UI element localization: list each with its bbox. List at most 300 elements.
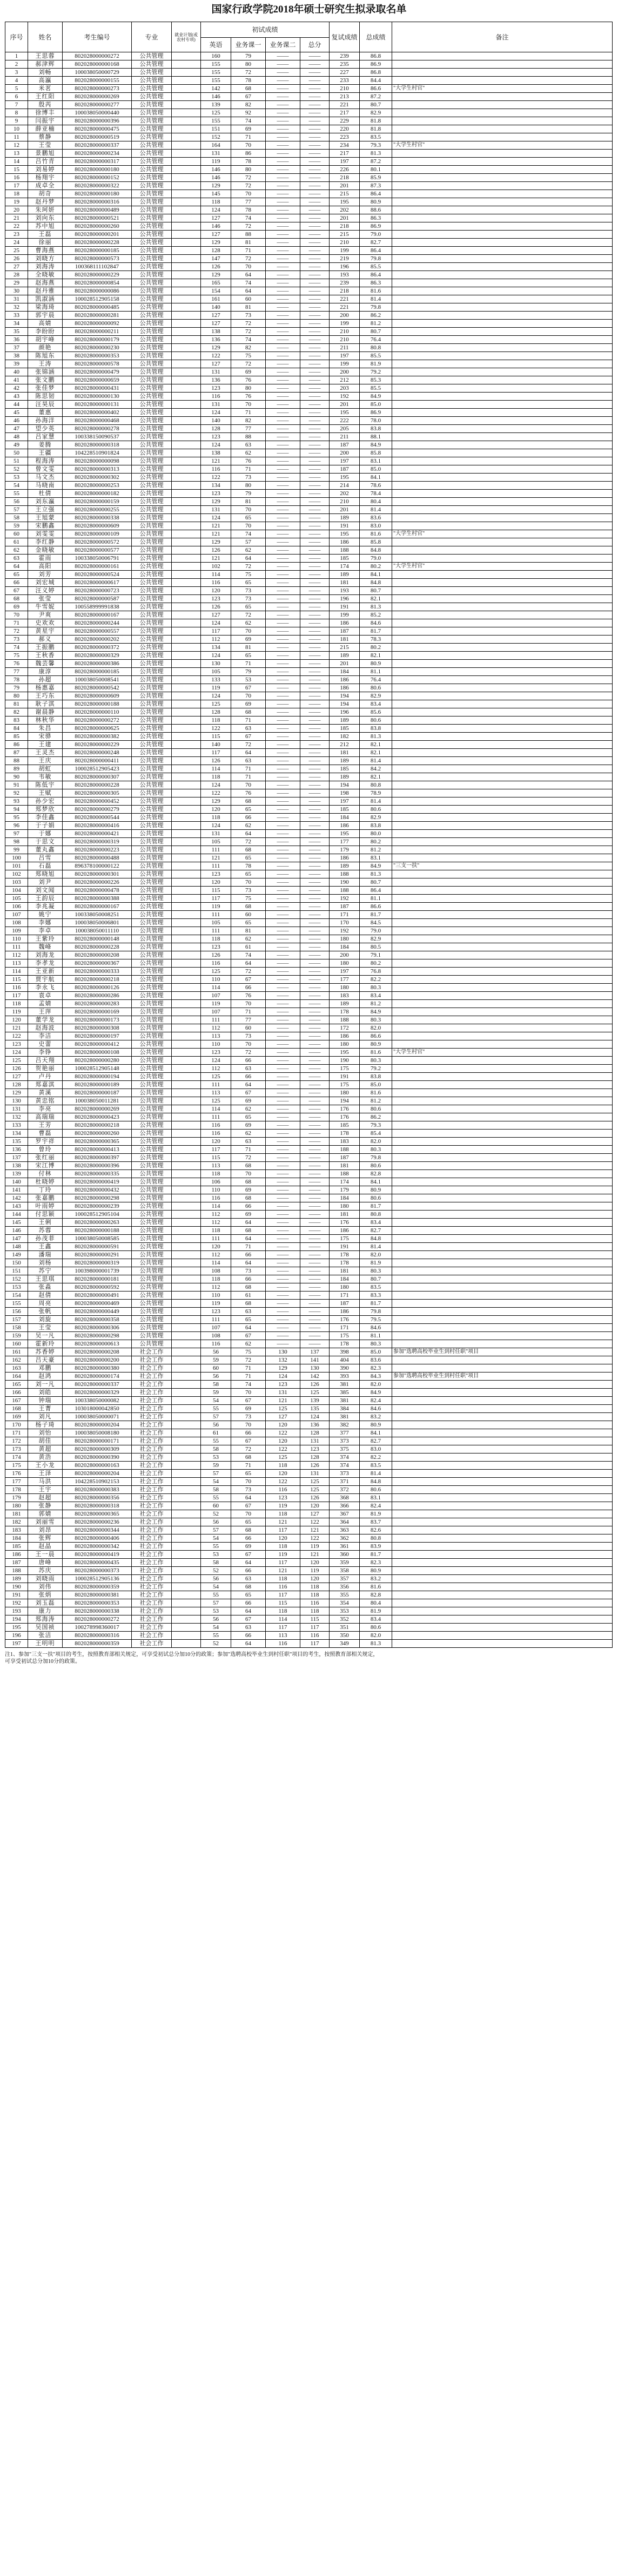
- table-row: [5, 757, 613, 765]
- cell-exam-no: 100028512905148: [63, 1065, 132, 1073]
- cell-course1: 74: [231, 1381, 266, 1389]
- cell-note: [392, 789, 613, 797]
- cell-retest: 382: [330, 1421, 360, 1429]
- cell-final: 80.8: [360, 781, 392, 789]
- cell-english: 116: [201, 393, 231, 401]
- cell-note: [392, 320, 613, 328]
- cell-plan: [172, 1032, 201, 1040]
- cell-exam-no: 802028000000542: [63, 684, 132, 692]
- cell-course2: 121: [266, 1567, 300, 1575]
- cell-seq: 191: [5, 1591, 28, 1599]
- cell-seq: 134: [5, 1130, 28, 1138]
- cell-seq: 32: [5, 303, 28, 312]
- cell-exam-no: 802028000000255: [63, 506, 132, 514]
- cell-total: 120: [300, 1502, 330, 1510]
- cell-major: 公共管理: [132, 1340, 172, 1348]
- cell-total: ——: [300, 303, 330, 312]
- cell-course2: ——: [266, 660, 300, 668]
- cell-major: 公共管理: [132, 117, 172, 125]
- cell-name: 宋江博: [28, 1162, 63, 1170]
- cell-exam-no: 100038050011110: [63, 927, 132, 935]
- cell-course1: 65: [231, 1591, 266, 1599]
- cell-exam-no: 802028000000318: [63, 1502, 132, 1510]
- cell-total: ——: [300, 911, 330, 919]
- cell-seq: 90: [5, 773, 28, 781]
- table-row: [5, 77, 613, 85]
- cell-note: [392, 668, 613, 676]
- cell-total: ——: [300, 174, 330, 182]
- cell-course1: 64: [231, 1607, 266, 1615]
- cell-course2: ——: [266, 943, 300, 951]
- cell-retest: 219: [330, 255, 360, 263]
- cell-total: ——: [300, 1186, 330, 1194]
- cell-name: 王宇: [28, 1486, 63, 1494]
- cell-final: 80.7: [360, 878, 392, 887]
- cell-final: 81.6: [360, 1583, 392, 1591]
- cell-final: 81.9: [360, 1510, 392, 1518]
- cell-english: 117: [201, 895, 231, 903]
- cell-course2: 118: [266, 1510, 300, 1518]
- cell-course1: 75: [231, 571, 266, 579]
- cell-note: [392, 1445, 613, 1453]
- cell-retest: 235: [330, 60, 360, 69]
- cell-english: 53: [201, 1453, 231, 1462]
- cell-final: 79.0: [360, 927, 392, 935]
- cell-course1: 74: [231, 279, 266, 287]
- table-row: [5, 1543, 613, 1551]
- cell-total: ——: [300, 117, 330, 125]
- cell-final: 86.6: [360, 1032, 392, 1040]
- cell-course1: 64: [231, 1259, 266, 1267]
- cell-exam-no: 802028000000306: [63, 1324, 132, 1332]
- cell-course1: 71: [231, 409, 266, 417]
- cell-plan: [172, 700, 201, 708]
- cell-exam-no: 100028512905423: [63, 765, 132, 773]
- cell-english: 155: [201, 117, 231, 125]
- cell-name: 刘杨: [28, 1259, 63, 1267]
- cell-plan: [172, 1599, 201, 1607]
- cell-major: 公共管理: [132, 133, 172, 141]
- cell-final: 82.4: [360, 1502, 392, 1510]
- cell-retest: 195: [330, 530, 360, 538]
- cell-retest: 193: [330, 587, 360, 595]
- cell-note: [392, 911, 613, 919]
- cell-final: 84.9: [360, 441, 392, 449]
- cell-plan: [172, 1308, 201, 1316]
- cell-course2: ——: [266, 603, 300, 611]
- cell-final: 83.4: [360, 992, 392, 1000]
- cell-exam-no: 802028000000286: [63, 992, 132, 1000]
- cell-name: 张辉: [28, 1534, 63, 1543]
- cell-total: ——: [300, 498, 330, 506]
- cell-plan: [172, 571, 201, 579]
- cell-plan: [172, 668, 201, 676]
- cell-final: 80.3: [360, 1057, 392, 1065]
- cell-total: ——: [300, 684, 330, 692]
- cell-retest: 189: [330, 1000, 360, 1008]
- cell-major: 公共管理: [132, 595, 172, 603]
- table-row: [5, 441, 613, 449]
- cell-exam-no: 802028000000298: [63, 1194, 132, 1202]
- cell-plan: [172, 1429, 201, 1437]
- cell-english: 129: [201, 271, 231, 279]
- cell-plan: [172, 716, 201, 725]
- cell-seq: 1: [5, 52, 28, 60]
- cell-exam-no: 802028000000329: [63, 652, 132, 660]
- cell-final: 83.8: [360, 1073, 392, 1081]
- cell-course2: ——: [266, 765, 300, 773]
- cell-major: 公共管理: [132, 1073, 172, 1081]
- cell-total: ——: [300, 976, 330, 984]
- table-row: [5, 773, 613, 781]
- cell-name: 高婧: [28, 320, 63, 328]
- header-major: 专业: [132, 22, 172, 52]
- cell-major: 公共管理: [132, 611, 172, 619]
- table-row: [5, 555, 613, 563]
- cell-major: 公共管理: [132, 69, 172, 77]
- cell-plan: [172, 579, 201, 587]
- cell-course2: ——: [266, 1032, 300, 1040]
- cell-exam-no: 802028000000200: [63, 1356, 132, 1364]
- cell-seq: 27: [5, 263, 28, 271]
- cell-note: [392, 198, 613, 206]
- cell-exam-no: 802028000000148: [63, 935, 132, 943]
- cell-course2: ——: [266, 684, 300, 692]
- cell-course2: ——: [266, 384, 300, 393]
- cell-plan: [172, 522, 201, 530]
- cell-note: [392, 1121, 613, 1130]
- cell-plan: [172, 830, 201, 838]
- cell-total: ——: [300, 773, 330, 781]
- cell-exam-no: 802028000000305: [63, 789, 132, 797]
- cell-note: [392, 1526, 613, 1534]
- cell-exam-no: 802028000000244: [63, 619, 132, 627]
- cell-exam-no: 802028000000269: [63, 1105, 132, 1113]
- cell-course1: 71: [231, 465, 266, 474]
- cell-course2: ——: [266, 1121, 300, 1130]
- cell-major: 公共管理: [132, 684, 172, 692]
- cell-course2: 124: [266, 1372, 300, 1381]
- cell-exam-no: 100368111102847: [63, 263, 132, 271]
- cell-course2: ——: [266, 1081, 300, 1089]
- table-row: [5, 652, 613, 660]
- cell-english: 123: [201, 1049, 231, 1057]
- cell-plan: [172, 1534, 201, 1543]
- cell-seq: 97: [5, 830, 28, 838]
- cell-total: ——: [300, 854, 330, 862]
- cell-course1: 64: [231, 749, 266, 757]
- cell-course2: ——: [266, 1283, 300, 1292]
- cell-plan: [172, 919, 201, 927]
- cell-course1: 79: [231, 490, 266, 498]
- cell-major: 公共管理: [132, 968, 172, 976]
- cell-course1: 60: [231, 1024, 266, 1032]
- cell-course2: ——: [266, 263, 300, 271]
- cell-major: 公共管理: [132, 563, 172, 571]
- cell-note: [392, 1300, 613, 1308]
- cell-course2: ——: [266, 797, 300, 806]
- cell-seq: 75: [5, 652, 28, 660]
- cell-note: [392, 700, 613, 708]
- cell-name: 刘畅: [28, 69, 63, 77]
- cell-exam-no: 100038050011281: [63, 1097, 132, 1105]
- cell-course1: 69: [231, 635, 266, 644]
- cell-course2: ——: [266, 336, 300, 344]
- cell-total: ——: [300, 1308, 330, 1316]
- cell-total: 125: [300, 1486, 330, 1494]
- table-row: [5, 109, 613, 117]
- cell-retest: 221: [330, 101, 360, 109]
- cell-plan: [172, 1040, 201, 1049]
- cell-note: [392, 1502, 613, 1510]
- cell-course1: 82: [231, 417, 266, 425]
- cell-course2: ——: [266, 1097, 300, 1105]
- cell-major: 公共管理: [132, 336, 172, 344]
- table-row: [5, 741, 613, 749]
- cell-plan: [172, 295, 201, 303]
- cell-name: 宋鹏鑫: [28, 522, 63, 530]
- cell-retest: 195: [330, 1049, 360, 1057]
- cell-english: 128: [201, 425, 231, 433]
- cell-course1: 66: [231, 984, 266, 992]
- cell-seq: 108: [5, 919, 28, 927]
- cell-exam-no: 802028000000283: [63, 1000, 132, 1008]
- cell-total: 120: [300, 1559, 330, 1567]
- table-row: [5, 1154, 613, 1162]
- cell-english: 126: [201, 603, 231, 611]
- cell-seq: 38: [5, 352, 28, 360]
- cell-retest: 186: [330, 538, 360, 546]
- cell-english: 112: [201, 1211, 231, 1219]
- cell-plan: [172, 1356, 201, 1364]
- cell-exam-no: 802028000000386: [63, 660, 132, 668]
- cell-course1: 68: [231, 1583, 266, 1591]
- cell-major: 公共管理: [132, 93, 172, 101]
- cell-final: 84.9: [360, 1008, 392, 1016]
- cell-retest: 384: [330, 1405, 360, 1413]
- cell-exam-no: 802028000000171: [63, 1437, 132, 1445]
- cell-plan: [172, 384, 201, 393]
- cell-name: 孙海洋: [28, 417, 63, 425]
- cell-total: ——: [300, 474, 330, 482]
- cell-plan: [172, 1372, 201, 1381]
- table-row: [5, 1032, 613, 1040]
- cell-major: 公共管理: [132, 1194, 172, 1202]
- table-row: [5, 60, 613, 69]
- cell-english: 59: [201, 1462, 231, 1470]
- cell-plan: [172, 546, 201, 555]
- cell-note: [392, 676, 613, 684]
- cell-course2: ——: [266, 1154, 300, 1162]
- cell-exam-no: 802028000000367: [63, 959, 132, 968]
- cell-retest: 185: [330, 725, 360, 733]
- cell-exam-no: 802028000000234: [63, 150, 132, 158]
- cell-total: ——: [300, 1292, 330, 1300]
- cell-total: ——: [300, 1000, 330, 1008]
- cell-seq: 55: [5, 490, 28, 498]
- cell-course1: 73: [231, 1413, 266, 1421]
- cell-final: 80.9: [360, 198, 392, 206]
- cell-english: 155: [201, 77, 231, 85]
- cell-note: [392, 1534, 613, 1543]
- cell-course1: 71: [231, 716, 266, 725]
- cell-course1: 69: [231, 1186, 266, 1194]
- cell-course2: ——: [266, 806, 300, 814]
- cell-final: 82.9: [360, 109, 392, 117]
- cell-plan: [172, 158, 201, 166]
- cell-exam-no: 802028000000279: [63, 806, 132, 814]
- cell-note: [392, 838, 613, 846]
- cell-major: 公共管理: [132, 1049, 172, 1057]
- table-row: [5, 417, 613, 425]
- cell-exam-no: 802028000000359: [63, 1583, 132, 1591]
- cell-major: 社会工作: [132, 1534, 172, 1543]
- cell-total: ——: [300, 919, 330, 927]
- cell-note: [392, 60, 613, 69]
- table-row: [5, 206, 613, 214]
- cell-total: 118: [300, 1583, 330, 1591]
- cell-exam-no: 802028000000110: [63, 708, 132, 716]
- cell-course2: ——: [266, 401, 300, 409]
- cell-exam-no: 802028000000625: [63, 725, 132, 733]
- cell-seq: 144: [5, 1211, 28, 1219]
- cell-retest: 201: [330, 401, 360, 409]
- cell-seq: 12: [5, 141, 28, 150]
- cell-total: ——: [300, 1259, 330, 1267]
- cell-total: ——: [300, 449, 330, 457]
- table-row: [5, 1081, 613, 1089]
- cell-name: 卢丹: [28, 1073, 63, 1081]
- cell-seq: 6: [5, 93, 28, 101]
- cell-total: ——: [300, 619, 330, 627]
- cell-name: 刘宏城: [28, 579, 63, 587]
- cell-note: [392, 1437, 613, 1445]
- table-row: [5, 1283, 613, 1292]
- table-row: [5, 1211, 613, 1219]
- cell-plan: [172, 1049, 201, 1057]
- cell-course2: ——: [266, 1138, 300, 1146]
- cell-retest: 199: [330, 360, 360, 368]
- cell-total: ——: [300, 158, 330, 166]
- cell-plan: [172, 684, 201, 692]
- cell-final: 80.2: [360, 563, 392, 571]
- cell-course1: 70: [231, 401, 266, 409]
- cell-course2: ——: [266, 773, 300, 781]
- cell-english: 119: [201, 1000, 231, 1008]
- cell-total: ——: [300, 1065, 330, 1073]
- cell-final: 86.8: [360, 69, 392, 77]
- cell-seq: 174: [5, 1453, 28, 1462]
- cell-course1: 69: [231, 1405, 266, 1413]
- cell-english: 124: [201, 514, 231, 522]
- table-row: [5, 247, 613, 255]
- cell-note: [392, 271, 613, 279]
- cell-retest: 234: [330, 141, 360, 150]
- cell-total: ——: [300, 789, 330, 797]
- cell-retest: 393: [330, 1372, 360, 1381]
- cell-retest: 215: [330, 644, 360, 652]
- cell-total: ——: [300, 93, 330, 101]
- cell-english: 124: [201, 619, 231, 627]
- cell-english: 119: [201, 684, 231, 692]
- cell-plan: [172, 352, 201, 360]
- table-row: [5, 935, 613, 943]
- cell-note: [392, 1194, 613, 1202]
- cell-plan: [172, 1348, 201, 1356]
- cell-english: 113: [201, 1162, 231, 1170]
- cell-plan: [172, 1615, 201, 1624]
- cell-name: 宋骅: [28, 733, 63, 741]
- cell-course1: 63: [231, 441, 266, 449]
- cell-final: 87.2: [360, 158, 392, 166]
- cell-seq: 196: [5, 1632, 28, 1640]
- cell-seq: 107: [5, 911, 28, 919]
- cell-total: ——: [300, 1162, 330, 1170]
- cell-final: 80.9: [360, 1421, 392, 1429]
- cell-retest: 197: [330, 352, 360, 360]
- cell-final: 79.5: [360, 1316, 392, 1324]
- cell-total: 121: [300, 1526, 330, 1534]
- cell-english: 118: [201, 1275, 231, 1283]
- cell-plan: [172, 77, 201, 85]
- cell-final: 82.8: [360, 1591, 392, 1599]
- cell-final: 80.8: [360, 1211, 392, 1219]
- cell-note: [392, 433, 613, 441]
- table-row: [5, 635, 613, 644]
- cell-english: 58: [201, 1559, 231, 1567]
- cell-plan: [172, 287, 201, 295]
- cell-final: 85.0: [360, 1081, 392, 1089]
- cell-english: 107: [201, 992, 231, 1000]
- cell-plan: [172, 1543, 201, 1551]
- cell-course2: ——: [266, 846, 300, 854]
- cell-exam-no: 802028000000587: [63, 595, 132, 603]
- cell-retest: 210: [330, 239, 360, 247]
- cell-major: 公共管理: [132, 1089, 172, 1097]
- cell-course1: 70: [231, 522, 266, 530]
- cell-seq: 89: [5, 765, 28, 773]
- cell-major: 公共管理: [132, 474, 172, 482]
- cell-major: 公共管理: [132, 344, 172, 352]
- cell-total: ——: [300, 959, 330, 968]
- cell-final: 82.1: [360, 652, 392, 660]
- cell-note: 参加"选聘高校毕业生到村任职"项目: [392, 1372, 613, 1381]
- cell-major: 公共管理: [132, 1186, 172, 1194]
- cell-retest: 195: [330, 198, 360, 206]
- cell-note: "三支一扶": [392, 862, 613, 870]
- cell-exam-no: 802028000000272: [63, 1615, 132, 1624]
- cell-note: [392, 935, 613, 943]
- cell-course2: ——: [266, 725, 300, 733]
- cell-major: 公共管理: [132, 1227, 172, 1235]
- cell-english: 151: [201, 125, 231, 133]
- cell-english: 118: [201, 773, 231, 781]
- cell-total: ——: [300, 838, 330, 846]
- cell-total: ——: [300, 279, 330, 287]
- cell-major: 公共管理: [132, 619, 172, 627]
- cell-plan: [172, 635, 201, 644]
- cell-course2: 116: [266, 1486, 300, 1494]
- cell-final: 81.7: [360, 627, 392, 635]
- cell-course1: 70: [231, 781, 266, 789]
- cell-english: 116: [201, 465, 231, 474]
- cell-retest: 188: [330, 887, 360, 895]
- cell-english: 164: [201, 141, 231, 150]
- cell-course2: ——: [266, 425, 300, 433]
- cell-name: 张莹: [28, 595, 63, 603]
- cell-exam-no: 802028000000236: [63, 1518, 132, 1526]
- cell-note: [392, 716, 613, 725]
